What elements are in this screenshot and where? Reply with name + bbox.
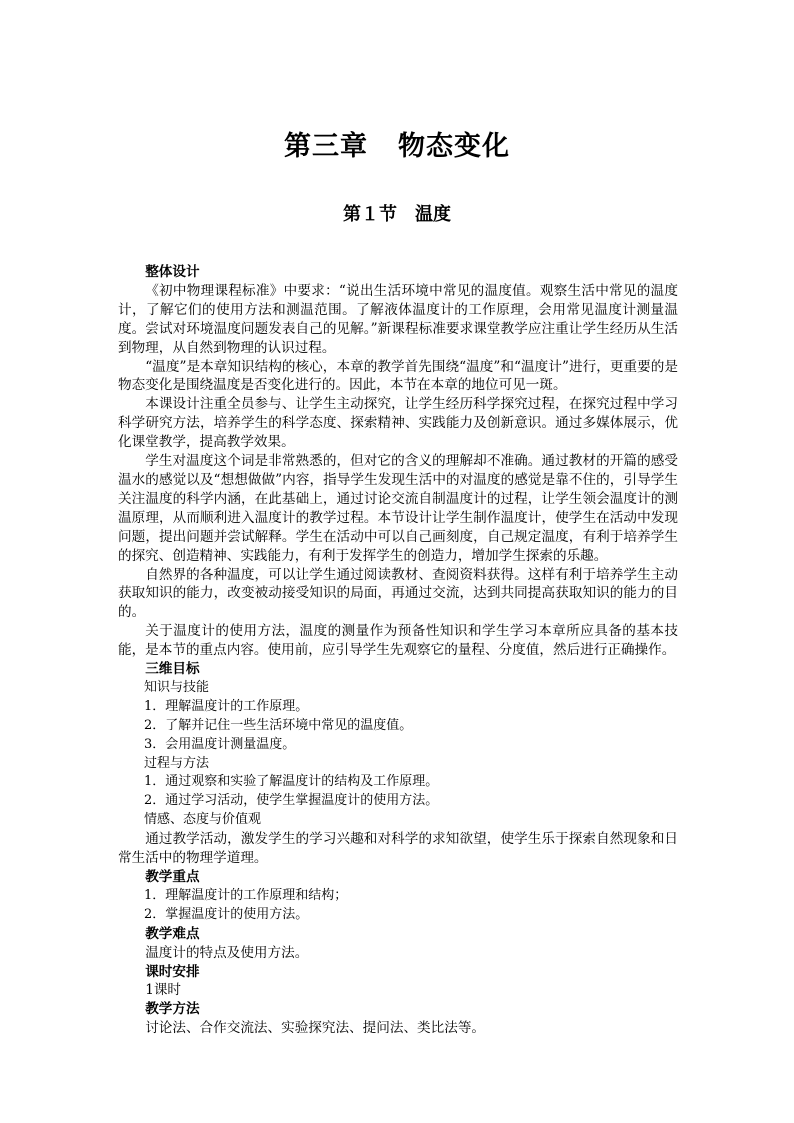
overall-paragraph: 《初中物理课程标准》中要求：“说出生活环境中常见的温度值。观察生活中常见的温度计，了解它们的使用方法和测温范围。了解液体温度计的工作原理，会用常见温度计测量温度。尝试对环境温度问题发表自己的见解。”新课程标准要求课堂教学应注重让学生经历从生活到物理，从自然到物理的认识过程。	[118, 282, 678, 356]
section-title	[0, 200, 794, 226]
overall-paragraph: “温度”是本章知识结构的核心，本章的教学首先围绕“温度”和“温度计”进行，更重要的是物态变化是围绕温度是否变化进行的。因此，本节在本章的地位可见一斑。	[118, 358, 678, 394]
chapter-name: 物态变化	[398, 131, 510, 162]
knowledge-item: 3．会用温度计测量温度。	[144, 736, 296, 752]
chapter-number: 第三章	[284, 131, 368, 162]
key-point-item: 2．掌握温度计的使用方法。	[144, 906, 309, 922]
document-body	[118, 263, 678, 1038]
difficulty-heading: 教学难点	[145, 925, 200, 942]
process-methods-label: 过程与方法	[144, 755, 210, 771]
process-item: 2．通过学习活动，使学生掌握温度计的使用方法。	[144, 793, 439, 809]
section-name: 温度	[415, 204, 451, 225]
schedule-heading: 课时安排	[145, 963, 200, 980]
process-item: 1．通过观察和实验了解温度计的结构及工作原理。	[144, 774, 439, 790]
methods-heading: 教学方法	[145, 1001, 200, 1018]
knowledge-skills-label: 知识与技能	[144, 679, 210, 695]
overall-paragraph: 学生对温度这个词是非常熟悉的，但对它的含义的理解却不准确。通过教材的开篇的感受温水的感觉以及“想想做做”内容，指导学生发现生活中的对温度的感觉是靠不住的，引导学生关注温度的科学内涵，在此基础上，通过讨论交流自制温度计的过程，让学生领会温度计的测温原理，从而顺利进入温度计的教学过程。本节设计让学生制作温度计，使学生在活动中发现问题，提出问题并尝试解释。学生在活动中可以自己画刻度，自己规定温度，有利于培养学生的探究、创造精神、实践能力，有利于发挥学生的创造力，增加学生探索的乐趣。	[118, 453, 678, 564]
difficulty-text: 温度计的特点及使用方法。	[145, 944, 309, 961]
section-number: 第１节	[343, 204, 397, 225]
knowledge-item: 2．了解并记住一些生活环境中常见的温度值。	[144, 717, 413, 733]
overall-paragraph: 本课设计注重全员参与、让学生主动探究，让学生经历科学探究过程，在探究过程中学习科学研究方法，培养学生的科学态度、探索精神、实践能力及创新意识。通过多媒体展示，优化课堂教学，提高教学效果。	[118, 396, 678, 451]
emotion-values-label: 情感、态度与价值观	[144, 812, 262, 828]
overall-paragraph: 自然界的各种温度，可以让学生通过阅读教材、查阅资料获得。这样有利于培养学生主动获取知识的能力，改变被动接受知识的局面，再通过交流，达到共同提高获取知识的能力的目的。	[118, 566, 678, 621]
knowledge-item: 1．理解温度计的工作原理。	[144, 698, 309, 714]
key-point-item: 1．理解温度计的工作原理和结构；	[144, 887, 348, 903]
schedule-text: 1课时	[145, 982, 182, 999]
key-points-heading: 教学重点	[145, 869, 200, 885]
chapter-title	[0, 124, 794, 163]
goals-heading: 三维目标	[145, 661, 200, 678]
overall-paragraph: 关于温度计的使用方法，温度的测量作为预备性知识和学生学习本章所应具备的基本技能，是本节的重点内容。使用前，应引导学生先观察它的量程、分度值，然后进行正确操作。	[118, 623, 678, 659]
emotion-values-text: 通过教学活动，激发学生的学习兴趣和对科学的求知欲望，使学生乐于探索自然现象和日常生活中的物理学道理。	[118, 831, 678, 867]
methods-text: 讨论法、合作交流法、实验探究法、提问法、类比法等。	[145, 1020, 486, 1037]
overall-design-heading: 整体设计	[145, 264, 200, 280]
